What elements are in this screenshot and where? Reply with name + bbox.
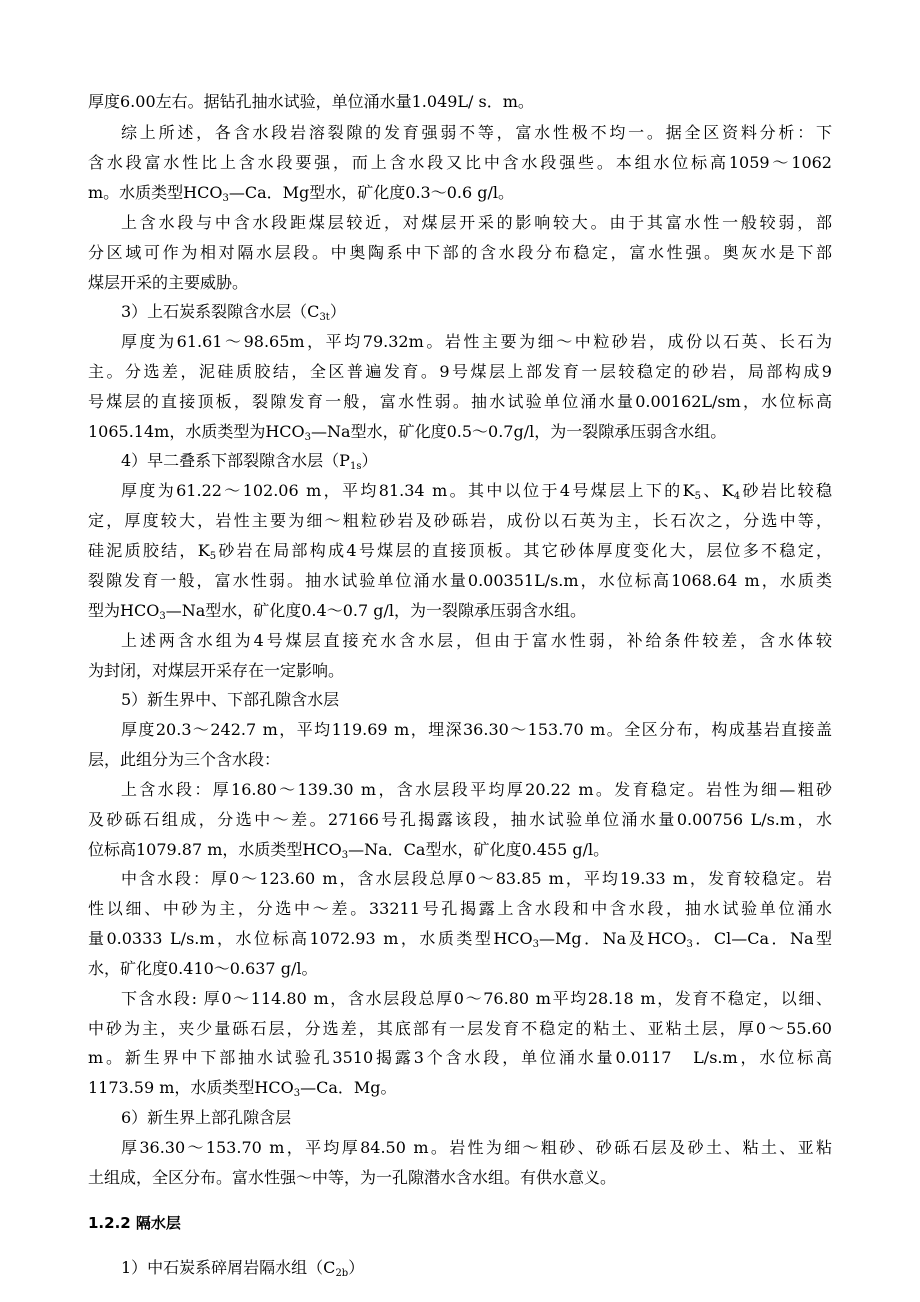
text-line: 上述两含水组为4号煤层直接充水含水层，但由于富水性弱，补给条件较差，含水体较 — [121, 631, 832, 650]
text-line: 厚度为61.22～102.06 m，平均81.34 m。其中以位于4号煤层上下的$K_5$、$K_4$砂岩比较稳 — [121, 481, 832, 502]
text-line: 型为$HCO_3—Na$型水，矿化度0.4～0.7 g/l，为一裂隙承压弱含水组。 — [88, 601, 586, 622]
text-line: 土组成，全区分布。富水性强～中等，为一孔隙潜水含水组。有供水意义。 — [88, 1168, 617, 1187]
text-line: 中含水段：厚0～123.60 m，含水层段总厚0～83.85 m，平均19.33 m，发育较稳定。岩 — [121, 869, 832, 888]
text-line: m。水质类型$HCO_3—Ca$．Mg型水，矿化度0.3～0.6 g/l。 — [88, 183, 515, 204]
text-line: 号煤层的直接顶板，裂隙发育一般，富水性弱。抽水试验单位涌水量0.00162L/sm，水位标高 — [88, 392, 832, 411]
text-line: 煤层开采的主要威胁。 — [88, 273, 249, 292]
subscript: 2b — [335, 1268, 349, 1279]
text-line: 及砂砾石组成，分选中～差。27166号孔揭露该段，抽水试验单位涌水量0.00756 L/s.m，水 — [88, 810, 832, 829]
subscript: 3 — [341, 850, 349, 861]
text-line: 厚36.30～153.70 m，平均厚84.50 m。岩性为细～粗砂、砂砾石层及砂土、粘土、亚粘 — [121, 1138, 832, 1157]
section-subheading: 5）新生界中、下部孔隙含水层 — [121, 690, 340, 709]
text-line: 1065.14m，水质类型为$HCO_3—Na$型水，矿化度0.5～0.7g/l，为一裂隙承压弱含水组。 — [88, 422, 727, 443]
text-line: 上含水段与中含水段距煤层较近，对煤层开采的影响较大。由于其富水性一般较弱，部 — [121, 213, 832, 232]
text-line: 1173.59 m，水质类型$HCO_3—Ca$．Mg。 — [88, 1078, 397, 1099]
text-line: 厚度6.00左右。据钻孔抽水试验，单位涌水量1.049L/ s．m。 — [88, 92, 534, 111]
text-line: 综上所述，各含水段岩溶裂隙的发育强弱不等，富水性极不均一。据全区资料分析：下 — [121, 123, 832, 142]
subscript: 3 — [222, 193, 229, 204]
subscript: 1s — [349, 461, 362, 472]
section-subheading: 4）早二叠系下部裂隙含水层$(P_{1s})$ — [121, 451, 378, 472]
subscript: 3 — [304, 432, 312, 443]
text-line: m。新生界中下部抽水试验孔3510揭露3个含水段，单位涌水量0.0117 L/s.m，水位标高 — [88, 1048, 832, 1067]
subscript: 4 — [733, 491, 741, 502]
section-heading: 1.2.2 隔水层 — [88, 1214, 181, 1232]
subscript: 3 — [159, 611, 166, 622]
text-line: 主。分选差，泥硅质胶结，全区普遍发育。9号煤层上部发育一层较稳定的砂岩，局部构成9 — [88, 362, 832, 381]
text-line: 分区域可作为相对隔水层段。中奥陶系中下部的含水段分布稳定，富水性强。奥灰水是下部 — [88, 243, 832, 262]
text-line: 定，厚度较大，岩性主要为细～粗粒砂岩及砂砾岩，成份以石英为主，长石次之，分选中等， — [88, 511, 832, 530]
text-line: 下含水段: 厚0～114.80 m，含水层段总厚0～76.80 m平均28.18 m，发育不稳定，以细、 — [121, 989, 832, 1008]
text-line: 位标高1079.87 m，水质类型$HCO_3—Na$．Ca型水，矿化度0.455 g/l。 — [88, 840, 610, 861]
section-subheading: 6）新生界上部孔隙含层 — [121, 1108, 292, 1127]
section-subheading: 1）中石炭系碎屑岩隔水组$(C_{2b})$ — [121, 1258, 365, 1279]
text-line: 性以细、中砂为主，分选中～差。33211号孔揭露上含水段和中含水段，抽水试验单位涌水 — [88, 899, 832, 918]
subscript: 3 — [686, 939, 693, 950]
section-subheading: 3）上石炭系裂隙含水层$(C_{3t})$ — [121, 302, 346, 323]
subscript: 5 — [209, 551, 217, 562]
text-line: 中砂为主，夹少量砾石层，分选差，其底部有一层发育不稳定的粘土、亚粘土层，厚0～55.60 — [88, 1019, 832, 1038]
subscript: 3t — [319, 312, 330, 323]
text-line: 硅泥质胶结，$K_5$砂岩在局部构成4号煤层的直接顶板。其它砂体厚度变化大，层位多不稳定， — [88, 541, 832, 562]
text-line: 层，此组分为三个含水段： — [88, 750, 281, 769]
text-line: 水，矿化度0.410～0.637 g/l。 — [88, 959, 318, 978]
text-line: 量0.0333 L/s.m，水位标高1072.93 m，水质类型$HCO_3—Mg$．Na及$HCO_3$．Cl—Ca．Na型 — [88, 929, 832, 950]
subscript: 5 — [694, 491, 702, 502]
text-line: 含水段富水性比上含水段要强，而上含水段又比中含水段强些。本组水位标高1059～1062 — [88, 153, 832, 172]
text-line: 上含水段：厚16.80～139.30 m，含水层段平均厚20.22 m。发育稳定。岩性为细—粗砂 — [121, 780, 832, 799]
subscript: 3 — [293, 1088, 301, 1099]
text-line: 厚度为61.61～98.65m，平均79.32m。岩性主要为细～中粒砂岩，成份以石英、长石为 — [121, 332, 832, 351]
subscript: 3 — [532, 939, 540, 950]
text-line: 厚度20.3～242.7 m，平均119.69 m，埋深36.30～153.70 m。全区分布，构成基岩直接盖 — [121, 720, 832, 739]
text-line: 裂隙发育一般，富水性弱。抽水试验单位涌水量0.00351L/s.m，水位标高1068.64 m，水质类 — [88, 571, 832, 590]
text-line: 为封闭，对煤层开采存在一定影响。 — [88, 661, 345, 680]
